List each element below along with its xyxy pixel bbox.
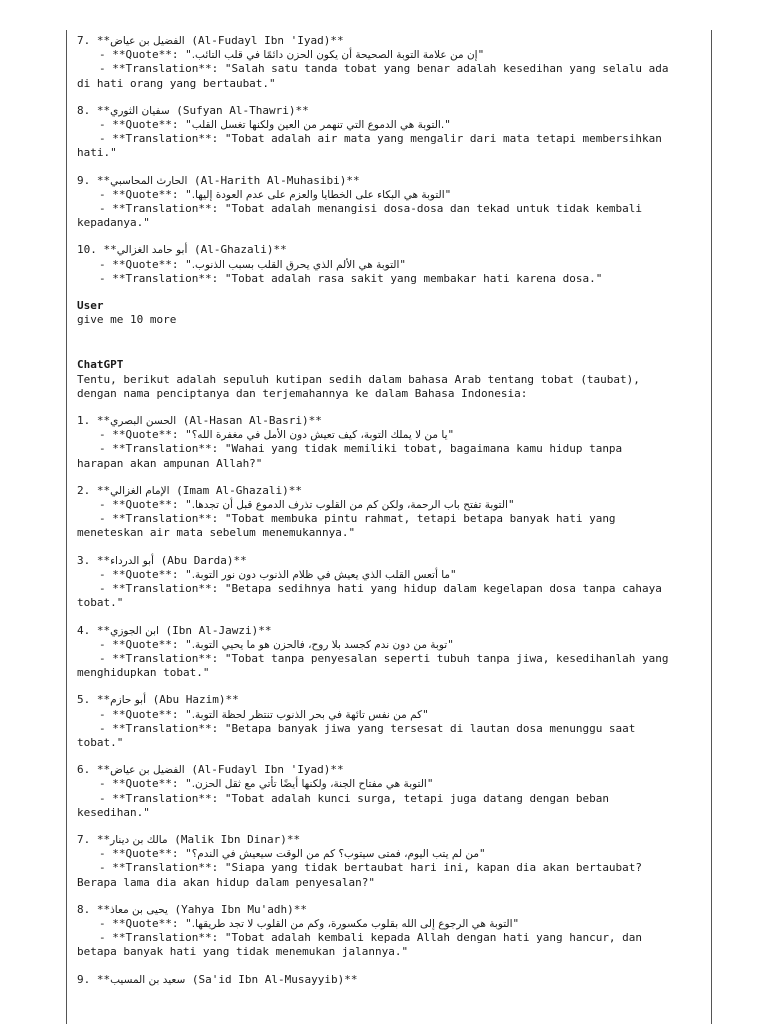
entry-heading (77, 903, 707, 917)
quote-suffix: " (444, 187, 452, 201)
author-arabic: يحيى بن معاذ (110, 903, 168, 916)
entry-number: 1. (77, 414, 91, 428)
quote-line (77, 188, 707, 202)
translation-line: - **Translation**: "Tobat membuka pintu rahmat, tetapi betapa banyak hati yang (99, 512, 616, 526)
quote-prefix: - **Quote**: " (99, 847, 192, 861)
quote-line (77, 777, 707, 791)
author-latin: (Imam Al-Ghazali)** (176, 483, 303, 497)
author-latin: (Malik Ibn Dinar)** (174, 832, 301, 846)
author-arabic: سعيد بن المسيب (110, 973, 186, 986)
entry-head-prefix: ** (103, 243, 117, 257)
author-latin: (Ibn Al-Jawzi)** (165, 623, 272, 637)
entry-head-prefix: ** (96, 902, 111, 916)
translation-continuation: tobat." (77, 735, 124, 749)
translation-line: - **Translation**: "Betapa sedihnya hati yang hidup dalam kegelapan dosa tanpa cahaya (99, 582, 662, 596)
entry-head-prefix: ** (96, 763, 111, 777)
quote-arabic: ما أتعس القلب الذي يعيش في ظلام الذنوب دون نور التوبة. (191, 568, 451, 581)
author-arabic: ابن الجوزي (110, 624, 159, 637)
entry-heading (77, 484, 707, 498)
assistant-turn (77, 358, 707, 401)
quote-line (77, 917, 707, 931)
quote-line (77, 498, 707, 512)
quote-prefix: - **Quote**: " (99, 777, 192, 791)
author-latin: (Sufyan Al-Thawri)** (176, 103, 309, 117)
entry-heading (77, 833, 707, 847)
intro-line-2: dengan nama penciptanya dan terjemahannya ke dalam Bahasa Indonesia: (77, 386, 528, 400)
quote-entry (77, 484, 707, 541)
quote-suffix: " (507, 498, 515, 512)
author-arabic: أبو حامد الغزالي (116, 244, 188, 257)
author-arabic: أبو حازم (110, 694, 146, 707)
entry-head-prefix: ** (96, 483, 111, 497)
entry-number: 9. (77, 972, 91, 986)
quote-line (77, 428, 707, 442)
entry-heading (77, 34, 707, 48)
translation-line: - **Translation**: "Tobat adalah kembali kepada Allah dengan hati yang hancur, dan (99, 931, 643, 945)
entry-number: 7. (77, 832, 91, 846)
quote-arabic: إن من علامة التوبة الصحيحة أن يكون الحزن دائمًا في قلب التائب. (191, 49, 478, 62)
quote-entry (77, 624, 707, 681)
entry-number: 5. (77, 693, 91, 707)
entry-head-prefix: ** (96, 972, 111, 986)
quote-arabic: التوبة تفتح باب الرحمة، ولكن كم من القلوب تذرف الدموع قبل أن تجدها. (191, 499, 508, 512)
quote-entry (77, 104, 707, 161)
quote-suffix: " (477, 48, 485, 62)
author-latin: (Abu Hazim)** (152, 693, 239, 707)
translation-line: - **Translation**: "Tobat adalah rasa sakit yang membakar hati karena dosa." (99, 271, 603, 285)
entry-head-prefix: ** (96, 173, 111, 187)
entry-number: 8. (77, 902, 91, 916)
quote-arabic: توبة من دون ندم كجسد بلا روح، فالحزن هو ما يحيي التوبة. (191, 638, 448, 651)
quote-entry (77, 833, 707, 890)
entry-heading (77, 104, 707, 118)
translation-line: - **Translation**: "Tobat adalah menangisi dosa-dosa dan tekad untuk tidak kembali (99, 202, 643, 216)
translation-continuation: hati." (77, 146, 117, 160)
user-message: give me 10 more (77, 313, 177, 327)
entries-bottom (77, 414, 707, 960)
quote-suffix: " (426, 777, 434, 791)
translation-line: - **Translation**: "Tobat tanpa penyesalan seperti tubuh tanpa jiwa, kesedihanlah yang (99, 651, 669, 665)
author-latin: (Al-Ghazali)** (193, 243, 287, 257)
assistant-label: ChatGPT (77, 358, 124, 372)
quote-suffix: " (447, 637, 454, 651)
quote-entry (77, 174, 707, 231)
quote-arabic: التوبة هي الألم الذي يحرق القلب بسبب الذنوب. (191, 258, 400, 271)
quote-arabic: كم من نفس تائهة في بحر الذنوب تنتظر لحظة التوبة. (191, 708, 423, 721)
author-latin: (Al-Fudayl Ibn 'Iyad)** (191, 763, 344, 777)
entry-number: 7. (77, 34, 91, 47)
quote-line (77, 48, 707, 62)
translation-line: - **Translation**: "Siapa yang tidak bertaubat hari ini, kapan dia akan bertaubat? (99, 861, 643, 875)
translation-continuation: kepadanya." (77, 216, 150, 230)
entry-head-prefix: ** (96, 34, 111, 47)
entry-head-prefix: ** (96, 414, 111, 428)
transcript-document (77, 34, 707, 1000)
entry-number: 3. (77, 553, 91, 567)
translation-continuation: kesedihan." (77, 805, 150, 819)
author-latin: (Abu Darda)** (160, 553, 247, 567)
entry-number: 8. (77, 103, 91, 117)
quote-line (77, 847, 707, 861)
translation-continuation: di hati orang yang bertaubat." (77, 76, 276, 90)
entry-number: 6. (77, 763, 91, 777)
quote-entry (77, 414, 707, 471)
entry-heading (77, 763, 707, 777)
quote-line (77, 708, 707, 722)
quote-prefix: - **Quote**: " (99, 498, 192, 512)
quote-suffix: " (422, 707, 429, 721)
quote-line (77, 258, 707, 272)
left-margin-rule (66, 30, 67, 1024)
entry-heading (77, 693, 707, 707)
entry-heading (77, 243, 707, 257)
quote-suffix: " (444, 118, 451, 132)
quote-arabic: يا من لا يملك التوبة، كيف تعيش دون الأمل في مغفرة الله؟ (191, 429, 448, 442)
entry-heading (77, 624, 707, 638)
author-arabic: أبو الدرداء (110, 554, 154, 567)
author-arabic: الحسن البصري (110, 415, 177, 428)
translation-continuation: harapan akan ampunan Allah?" (77, 456, 263, 470)
quote-prefix: - **Quote**: " (99, 187, 192, 201)
quote-prefix: - **Quote**: " (99, 118, 192, 132)
quote-arabic: من لم يتب اليوم، فمتى سيتوب؟ كم من الوقت سيعيش في الندم؟ (191, 848, 479, 861)
author-arabic: الحارث المحاسبي (110, 174, 188, 187)
quote-line (77, 118, 707, 132)
translation-continuation: menghidupkan tobat." (77, 666, 210, 680)
quote-prefix: - **Quote**: " (99, 567, 192, 581)
intro-line-1: Tentu, berikut adalah sepuluh kutipan sedih dalam bahasa Arab tentang tobat (taubat), (77, 372, 640, 386)
author-latin: (Al-Fudayl Ibn 'Iyad)** (191, 34, 344, 47)
entry-heading (77, 554, 707, 568)
author-latin: (Sa'id Ibn Al-Musayyib)** (191, 972, 358, 986)
user-turn (77, 299, 707, 327)
quote-suffix: " (447, 428, 455, 442)
translation-continuation: meneteskan air mata sebelum menemukannya." (77, 526, 356, 540)
quote-prefix: - **Quote**: " (99, 637, 192, 651)
translation-continuation: betapa banyak hati yang tidak menemukan jalannya." (77, 945, 409, 959)
quote-arabic: .التوبة هي الدموع التي تنهمر من العين ولكنها تغسل القلب (191, 119, 445, 132)
quote-prefix: - **Quote**: " (99, 48, 192, 62)
quote-entry (77, 903, 707, 960)
author-arabic: الفضيل بن عياض (110, 764, 185, 777)
translation-line: - **Translation**: "Tobat adalah kunci surga, tetapi juga datang dengan beban (99, 791, 609, 805)
quote-line (77, 568, 707, 582)
entry-number: 9. (77, 173, 91, 187)
quote-entry (77, 34, 707, 91)
author-latin: (Al-Hasan Al-Basri)** (182, 414, 322, 428)
quote-suffix: " (450, 567, 457, 581)
quote-suffix: " (478, 847, 486, 861)
author-latin: (Yahya Ibn Mu'adh)** (174, 902, 307, 916)
entry-heading (77, 973, 707, 987)
translation-continuation: tobat." (77, 596, 124, 610)
quote-prefix: - **Quote**: " (99, 707, 192, 721)
quote-suffix: " (512, 916, 520, 930)
entry-head-prefix: ** (96, 103, 111, 117)
quote-prefix: - **Quote**: " (99, 428, 192, 442)
entry-number: 2. (77, 483, 91, 497)
entry-heading (77, 174, 707, 188)
author-arabic: الفضيل بن عياض (110, 35, 185, 47)
entry-head-prefix: ** (96, 553, 111, 567)
author-latin: (Al-Harith Al-Muhasibi)** (194, 173, 360, 187)
entry-number: 4. (77, 623, 91, 637)
quote-prefix: - **Quote**: " (99, 916, 192, 930)
entry-heading (77, 414, 707, 428)
author-arabic: سفيان الثوري (110, 104, 170, 117)
entry-head-prefix: ** (96, 693, 111, 707)
quote-arabic: التوبة هي مفتاح الجنة، ولكنها أيضًا تأتي مع ثقل الحزن. (191, 778, 427, 791)
right-margin-rule (711, 30, 712, 1024)
quote-prefix: - **Quote**: " (99, 257, 192, 271)
translation-continuation: Berapa lama dia akan hidup dalam penyesalan?" (77, 875, 376, 889)
translation-line: - **Translation**: "Salah satu tanda tobat yang benar adalah kesedihan yang selalu ada (99, 62, 669, 76)
translation-line: - **Translation**: "Tobat adalah air mata yang mengalir dari mata tetapi membersihkan (99, 132, 662, 146)
translation-line: - **Translation**: "Wahai yang tidak memiliki tobat, bagaimana kamu hidup tanpa (99, 442, 623, 456)
quote-entry (77, 763, 707, 820)
entry-head-prefix: ** (96, 832, 111, 846)
quote-arabic: التوبة هي الرجوع إلى الله بقلوب مكسورة، وكم من القلوب لا تجد طريقها. (191, 917, 513, 930)
author-arabic: الإمام الغزالي (110, 484, 170, 497)
entry-head-prefix: ** (96, 623, 111, 637)
quote-line (77, 638, 707, 652)
quote-entry (77, 554, 707, 611)
quote-entry (77, 693, 707, 750)
user-label: User (77, 299, 104, 313)
translation-line: - **Translation**: "Betapa banyak jiwa yang tersesat di lautan dosa menunggu saat (99, 721, 636, 735)
quote-arabic: التوبة هي البكاء على الخطايا والعزم على عدم العودة إليها. (191, 188, 445, 201)
last-entry (77, 973, 707, 987)
quote-suffix: " (399, 257, 407, 271)
entry-number: 10. (77, 243, 97, 257)
entries-top (77, 34, 707, 286)
quote-entry (77, 243, 707, 286)
author-arabic: مالك بن دينار (110, 833, 168, 846)
